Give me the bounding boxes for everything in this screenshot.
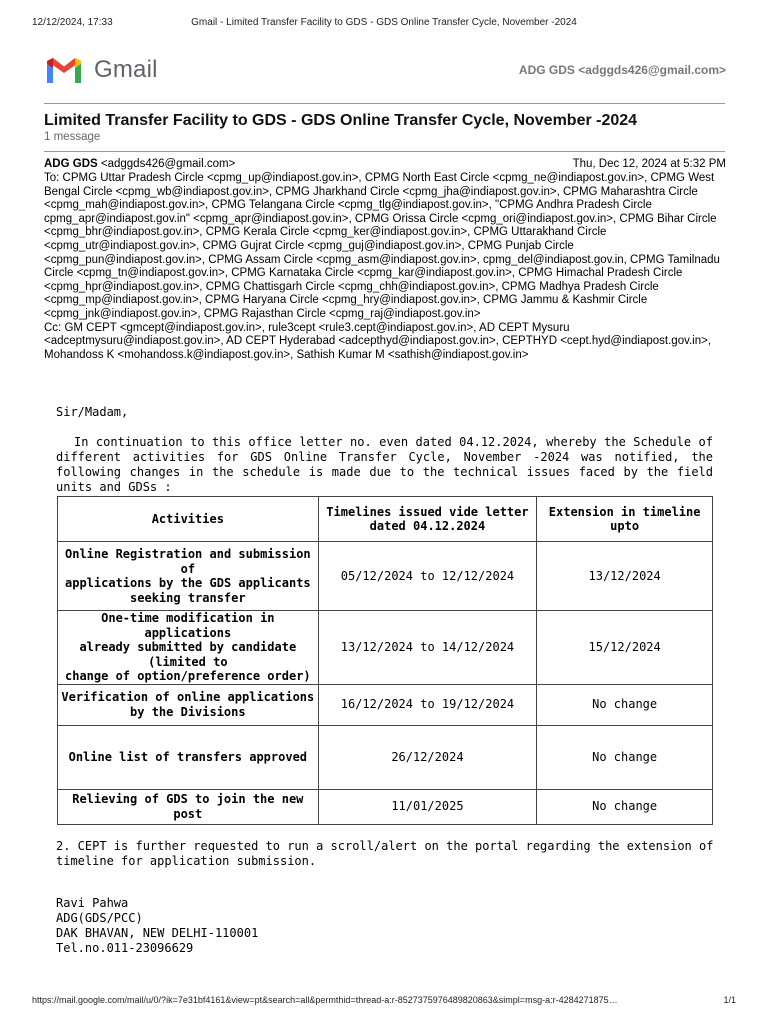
table-row <box>58 684 713 725</box>
divider <box>44 103 725 104</box>
timeline-cell: 26/12/2024 <box>318 725 537 789</box>
column-header: Extension in timeline upto <box>537 497 713 542</box>
activity-cell: Online Registration and submission of applications by the GDS applicants seeking transfer <box>58 542 319 611</box>
recipients-block <box>44 172 726 362</box>
timeline-cell: 11/01/2025 <box>318 789 537 824</box>
signature-name: Ravi Pahwa <box>56 896 129 910</box>
table-row <box>58 542 713 611</box>
gmail-m-icon <box>44 56 84 84</box>
sender-email: <adggds426@gmail.com> <box>100 158 236 170</box>
activity-cell: Relieving of GDS to join the new post <box>58 789 319 824</box>
table-header-row <box>58 497 713 542</box>
body-paragraph: 2. CEPT is further requested to run a scroll/alert on the portal regarding the extension of timeline for application submission. <box>56 839 714 868</box>
timeline-cell: 05/12/2024 to 12/12/2024 <box>318 542 537 611</box>
page-number: 1/1 <box>723 995 736 1005</box>
extension-cell: 15/12/2024 <box>537 611 713 685</box>
account-label: ADG GDS <adggds426@gmail.com> <box>518 63 726 77</box>
signature-block <box>56 896 258 956</box>
gmail-wordmark: Gmail <box>94 56 158 83</box>
extension-cell: No change <box>537 725 713 789</box>
timeline-cell: 13/12/2024 to 14/12/2024 <box>318 611 537 685</box>
divider <box>44 151 725 152</box>
print-page-title: Gmail - Limited Transfer Facility to GDS - GDS Online Transfer Cycle, November -2024 <box>191 17 577 28</box>
print-datetime: 12/12/2024, 17:33 <box>32 17 113 28</box>
column-header: Activities <box>58 497 319 542</box>
salutation: Sir/Madam, <box>56 405 129 419</box>
extension-cell: No change <box>537 684 713 725</box>
extension-cell: No change <box>537 789 713 824</box>
extension-cell: 13/12/2024 <box>537 542 713 611</box>
table-row <box>58 725 713 789</box>
signature-address: DAK BHAVAN, NEW DELHI-110001 <box>56 926 259 940</box>
timeline-cell: 16/12/2024 to 19/12/2024 <box>318 684 537 725</box>
column-header: Timelines issued vide letter dated 04.12.2024 <box>318 497 537 542</box>
body-paragraph: In continuation to this office letter no. even dated 04.12.2024, whereby the Schedule of different activities for GDS Online Transfer Cycle, November -2024 was notified, the following changes in the schedule is made due to the technical issues faced by the field units and GDSs : <box>56 435 713 494</box>
message-date: Thu, Dec 12, 2024 at 5:32 PM <box>572 158 726 170</box>
activity-cell: One-time modification in applications already submitted by candidate (limited to change of option/preference order) <box>58 611 319 685</box>
schedule-table <box>57 496 713 825</box>
to-recipients: To: CPMG Uttar Pradesh Circle <cpmg_up@indiapost.gov.in>, CPMG North East Circle <cpmg_ne@indiapost.gov.in>, CPMG West Bengal Circle <cpmg_wb@indiapost.gov.in>, CPMG Jharkhand Circle <cpmg_jha@indiapost.gov.in>, CPMG Maharashtra Circle <cpmg_mah@indiapost.gov.in>, CPMG Telangana Circle <cpmg_tlg@indiapost.gov.in>, "CPMG Andhra Pradesh Circle cpmg_apr@indiapost.gov.in" <cpmg_apr@indiapost.gov.in>, CPMG Orissa Circle <cpmg_ori@indiapost.gov.in>, CPMG Bihar Circle <cpmg_bhr@indiapost.gov.in>, CPMG Kerala Circle <cpmg_ker@indiapost.gov.in>, CPMG Uttarakhand Circle <cpmg_utr@indiapost.gov.in>, CPMG Gujrat Circle <cpmg_guj@indiapost.gov.in>, CPMG Punjab Circle <cpmg_pun@indiapost.gov.in>, CPMG Assam Circle <cpmg_asm@indiapost.gov.in>, cpmg_del@indiapost.gov.in, CPMG Tamilnadu Circle <cpmg_tn@indiapost.gov.in>, CPMG Karnataka Circle <cpmg_kar@indiapost.gov.in>, CPMG Himachal Pradesh Circle <cpmg_hpr@indiapost.gov.in>, CPMG Chattisgarh Circle <cpmg_chh@indiapost.gov.in>, CPMG Madhya Pradesh Circle <cpmg_mp@indiapost.gov.in>, CPMG Haryana Circle <cpmg_hry@indiapost.gov.in>, CPMG Jammu & Kashmir Circle <cpmg_jnk@indiapost.gov.in>, CPMG Rajasthan Circle <cpmg_raj@indiapost.gov.in> <box>44 172 720 320</box>
activity-cell: Online list of transfers approved <box>58 725 319 789</box>
cc-recipients: Cc: GM CEPT <gmcept@indiapost.gov.in>, rule3cept <rule3.cept@indiapost.gov.in>, AD CEPT Mysuru <adceptmysuru@indiapost.gov.in>, AD CEPT Hyderabad <adcepthyd@indiapost.gov.in>, CEPTHYD <cept.hyd@indiapost.gov.in>, Mohandoss K <mohandoss.k@indiapost.gov.in>, Sathish Kumar M <sathish@indiapost.gov.in> <box>44 321 712 361</box>
activity-cell: Verification of online applications by the Divisions <box>58 684 319 725</box>
print-url: https://mail.google.com/mail/u/0/?ik=7e31bf4161&view=pt&search=all&permthid=thread-a:r-8527375976489820863&simpl=msg-a:r-4284271875… <box>32 995 618 1005</box>
table-row <box>58 611 713 685</box>
gmail-logo[interactable] <box>44 56 158 84</box>
message-count: 1 message <box>44 131 101 143</box>
signature-phone: Tel.no.011-23096629 <box>56 941 194 955</box>
signature-designation: ADG(GDS/PCC) <box>56 911 143 925</box>
sender-name: ADG GDS <box>44 158 98 170</box>
sender-line <box>44 158 235 170</box>
table-row <box>58 789 713 824</box>
email-subject: Limited Transfer Facility to GDS - GDS Online Transfer Cycle, November -2024 <box>44 112 638 129</box>
